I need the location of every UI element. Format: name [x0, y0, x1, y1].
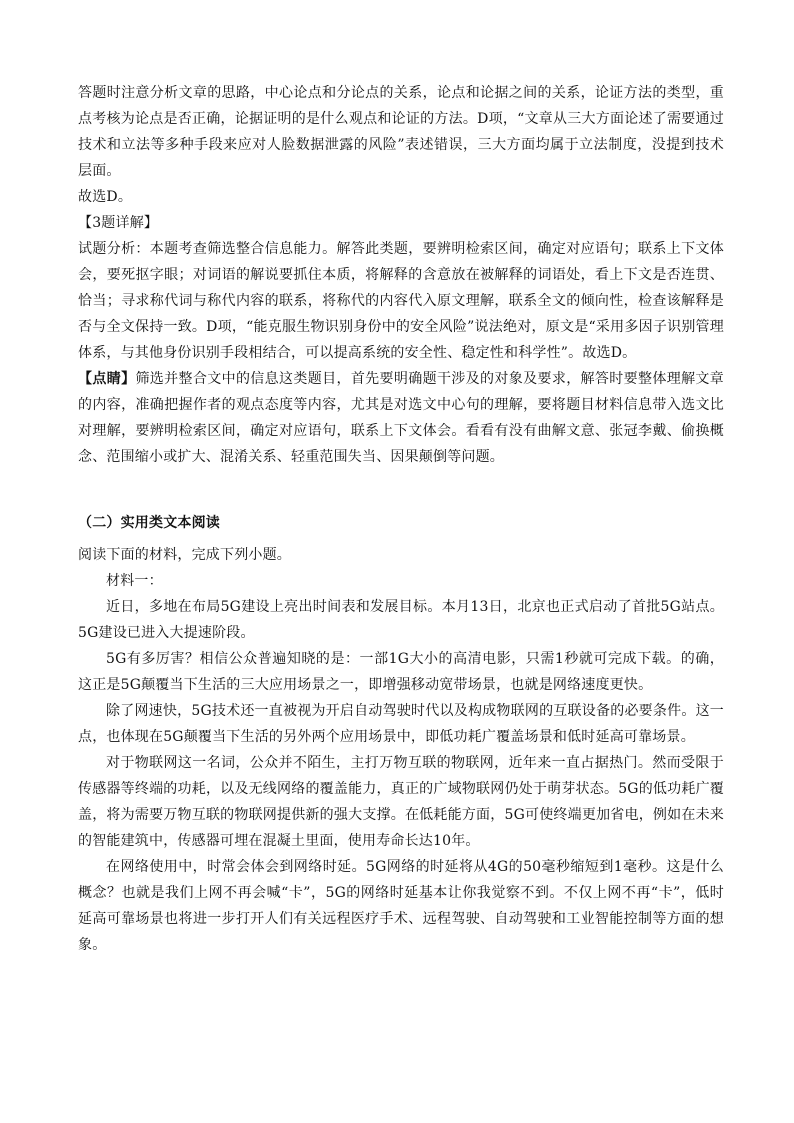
dianjing-paragraph [78, 366, 724, 470]
section-gap [78, 470, 724, 510]
dianjing-label: 【点睛】 [78, 371, 136, 387]
dianjing-text: 筛选并整合文中的信息这类题目，首先要明确题干涉及的对象及要求，解答时要整体理解文章的内容，准确把握作者的观点态度等内容，尤其是对选文中心句的理解，要将题目材料信息带入选文比对理解，要辨明检索区间，确定对应语句，联系上下文体会。看看有没有曲解文意、张冠李戴、偷换概念、范围缩小或扩大、混淆关系、轻重范围失当、因果颠倒等问题。 [78, 371, 724, 465]
material-paragraph-1: 近日，多地在布局5G建设上亮出时间表和发展目标。本月13日，北京也正式启动了首批5G站点。5G建设已进入大提速阶段。 [78, 599, 724, 641]
material-paragraph-5: 在网络使用中，时常会体会到网络时延。5G网络的时延将从4G的50毫秒缩短到1毫秒。这是什么概念？也就是我们上网不再会喊“卡”，5G的网络时延基本让你我觉察不到。不仅上网不再“卡”，低时延高可靠场景也将进一步打开人们有关远程医疗手术、远程驾驶、自动驾驶和工业智能控制等方面的想象。 [78, 859, 724, 953]
question-3-heading: 【3题详解】 [78, 215, 159, 231]
document-page [78, 80, 724, 958]
reading-instruction: 阅读下面的材料，完成下列小题。 [78, 547, 291, 563]
material-paragraph-2: 5G有多厉害？相信公众普遍知晓的是：一部1G大小的高清电影，只需1秒就可完成下载。的确，这正是5G颠覆当下生活的三大应用场景之一，即增强移动宽带场景，也就是网络速度更快。 [78, 651, 724, 693]
answer-line: 故选D。 [78, 189, 133, 205]
material-paragraph-3: 除了网速快，5G技术还一直被视为开启自动驾驶时代以及构成物联网的互联设备的必要条件。这一点，也体现在5G颠覆当下生活的另外两个应用场景中，即低功耗广覆盖场景和低时延高可靠场景。 [78, 703, 724, 745]
question-3-analysis: 试题分析：本题考查筛选整合信息能力。解答此类题，要辨明检索区间，确定对应语句；联系上下文体会，要死抠字眼；对词语的解说要抓住本质，将解释的含意放在被解释的词语处，看上下文是否连贯、恰当；寻求称代词与称代内容的联系，将称代的内容代入原文理解，联系全文的倾向性，检查该解释是否与全文保持一致。D项，“能克服生物识别身份中的安全风险”说法绝对，原文是“采用多因子识别管理体系，与其他身份识别手段相结合，可以提高系统的安全性、稳定性和科学性”。故选D。 [78, 241, 724, 361]
section-title: （二）实用类文本阅读 [78, 515, 220, 531]
material-paragraph-4: 对于物联网这一名词，公众并不陌生，主打万物互联的物联网，近年来一直占据热门。然而受限于传感器等终端的功耗，以及无线网络的覆盖能力，真正的广域物联网仍处于萌芽状态。5G的低功耗广覆盖，将为需要万物互联的物联网提供新的强大支撑。在低耗能方面，5G可使终端更加省电，例如在未来的智能建筑中，传感器可埋在混凝土里面，使用寿命长达10年。 [78, 755, 724, 849]
paragraph-analysis-end: 答题时注意分析文章的思路，中心论点和分论点的关系，论点和论据之间的关系，论证方法的类型，重点考核为论点是否正确，论据证明的是什么观点和论证的方法。D项，“文章从三大方面论述了需要通过技术和立法等多种手段来应对人脸数据泄露的风险”表述错误，三大方面均属于立法制度，没提到技术层面。 [78, 85, 724, 179]
material-label: 材料一： [106, 573, 163, 589]
